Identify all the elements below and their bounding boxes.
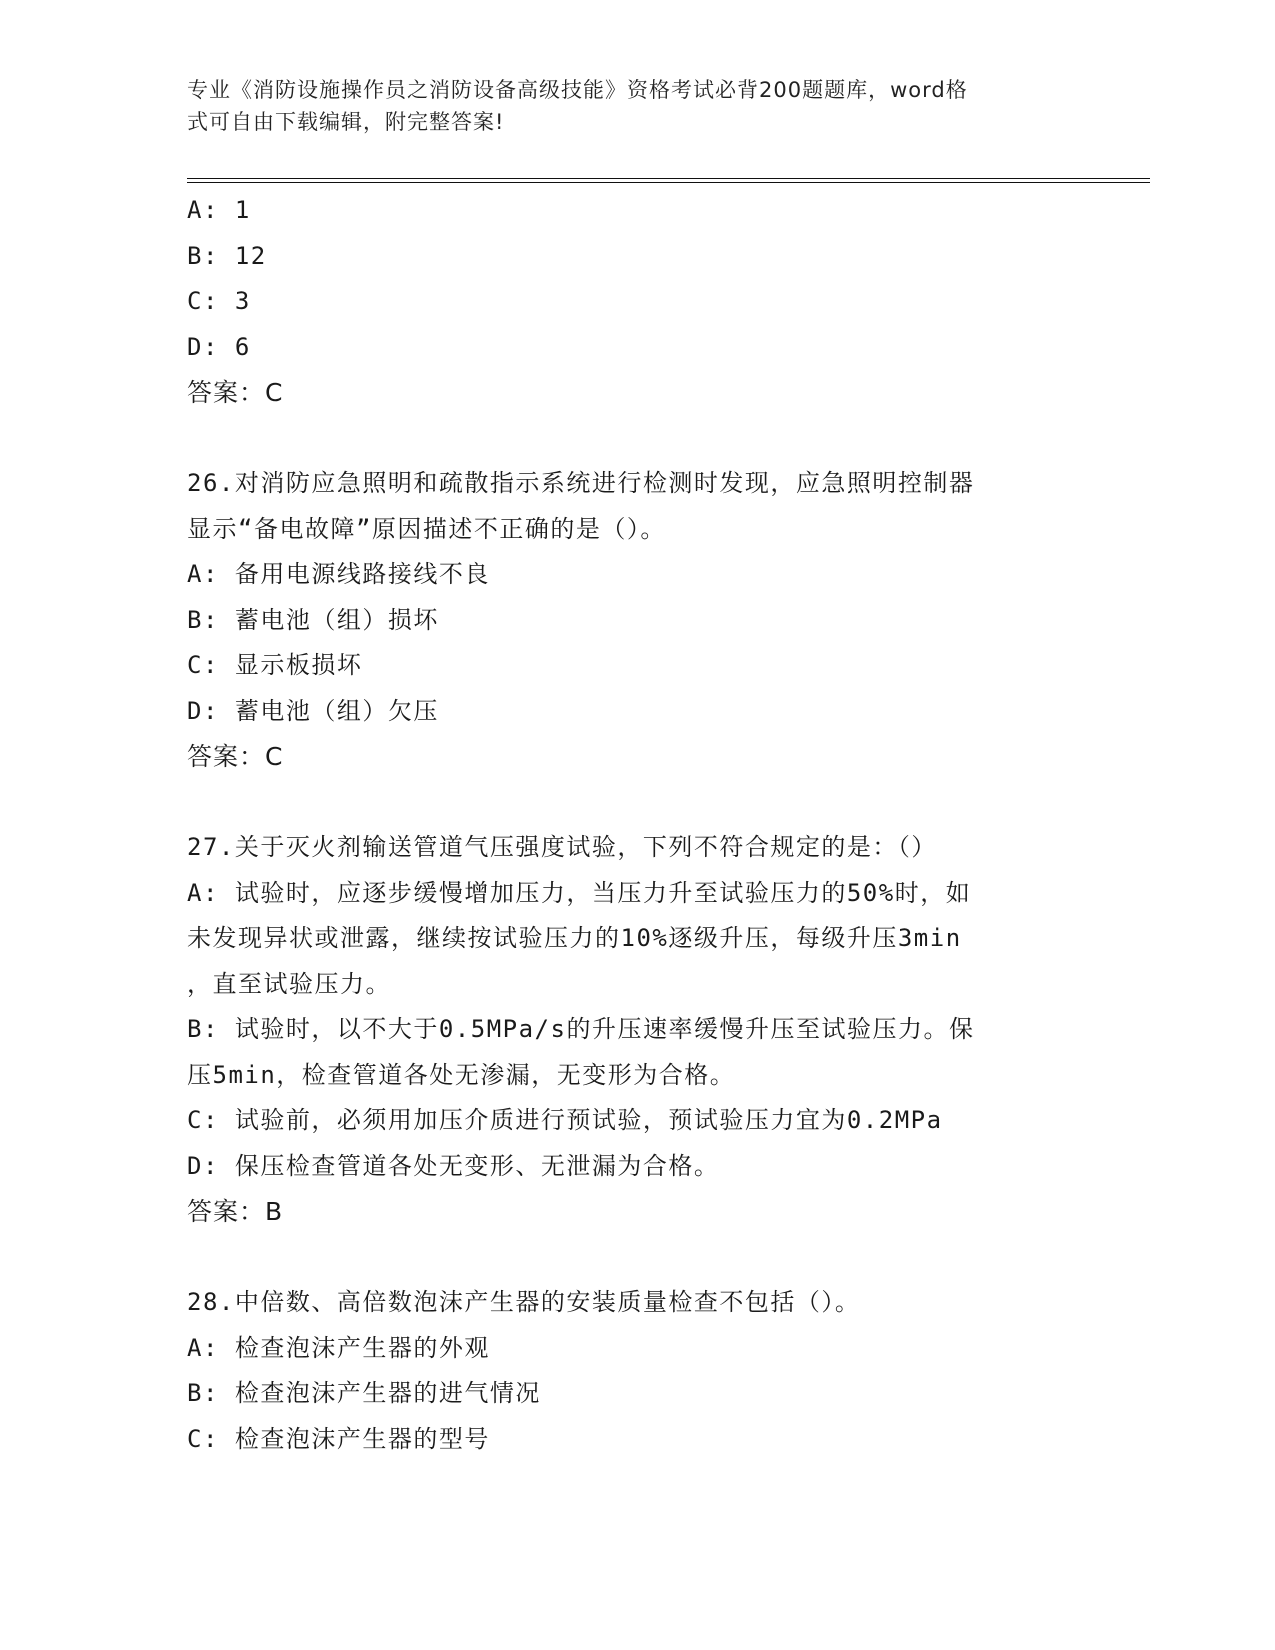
header-divider-top — [187, 178, 1150, 179]
option-c: C: 检查泡沫产生器的型号 — [187, 1424, 490, 1453]
header-line-2: 式可自由下载编辑，附完整答案! — [187, 110, 505, 134]
header-divider-bottom — [187, 182, 1150, 183]
question-28 — [187, 1280, 1087, 1462]
option-d: D: 保压检查管道各处无变形、无泄漏为合格。 — [187, 1151, 720, 1180]
spacer — [187, 780, 1087, 826]
question-27 — [187, 825, 1087, 1235]
answer: 答案：B — [187, 1197, 284, 1226]
question-stem: 28.中倍数、高倍数泡沫产生器的安装质量检查不包括（）。 — [187, 1288, 861, 1316]
option-b-line-1: B: 试验时，以不大于0.5MPa/s的升压速率缓慢升压至试验压力。保 — [187, 1015, 975, 1043]
option-b: B: 12 — [187, 241, 267, 270]
option-c: C: 显示板损坏 — [187, 651, 363, 679]
answer: 答案：C — [187, 378, 284, 407]
document-header — [187, 74, 1067, 138]
option-a: A: 检查泡沫产生器的外观 — [187, 1333, 490, 1362]
question-26 — [187, 461, 1087, 780]
answer: 答案：C — [187, 742, 284, 771]
option-b: B: 蓄电池（组）损坏 — [187, 605, 439, 634]
option-a: A: 1 — [187, 196, 251, 224]
question-25 — [187, 188, 1087, 416]
option-a-line-3: ，直至试验压力。 — [187, 969, 391, 998]
question-stem-line-1: 26.对消防应急照明和疏散指示系统进行检测时发现，应急照明控制器 — [187, 469, 975, 497]
question-stem-line-2: 显示“备电故障”原因描述不正确的是（）。 — [187, 514, 666, 543]
question-stem: 27.关于灭火剂输送管道气压强度试验，下列不符合规定的是：（） — [187, 833, 937, 861]
option-a: A: 备用电源线路接线不良 — [187, 560, 490, 588]
option-a-line-2: 未发现异状或泄露，继续按试验压力的10%逐级升压，每级升压3min — [187, 924, 962, 952]
option-c: C: 试验前，必须用加压介质进行预试验，预试验压力宜为0.2MPa — [187, 1106, 943, 1134]
spacer — [187, 1235, 1087, 1281]
option-a-line-1: A: 试验时，应逐步缓慢增加压力，当压力升至试验压力的50%时，如 — [187, 878, 972, 907]
option-b-line-2: 压5min，检查管道各处无渗漏，无变形为合格。 — [187, 1060, 736, 1089]
option-d: D: 6 — [187, 332, 251, 361]
option-b: B: 检查泡沫产生器的进气情况 — [187, 1379, 541, 1407]
option-c: C: 3 — [187, 287, 251, 315]
header-line-1: 专业《消防设施操作员之消防设备高级技能》资格考试必背200题题库，word格 — [187, 78, 968, 102]
option-d: D: 蓄电池（组）欠压 — [187, 696, 439, 725]
document-body — [187, 188, 1087, 1462]
spacer — [187, 416, 1087, 462]
